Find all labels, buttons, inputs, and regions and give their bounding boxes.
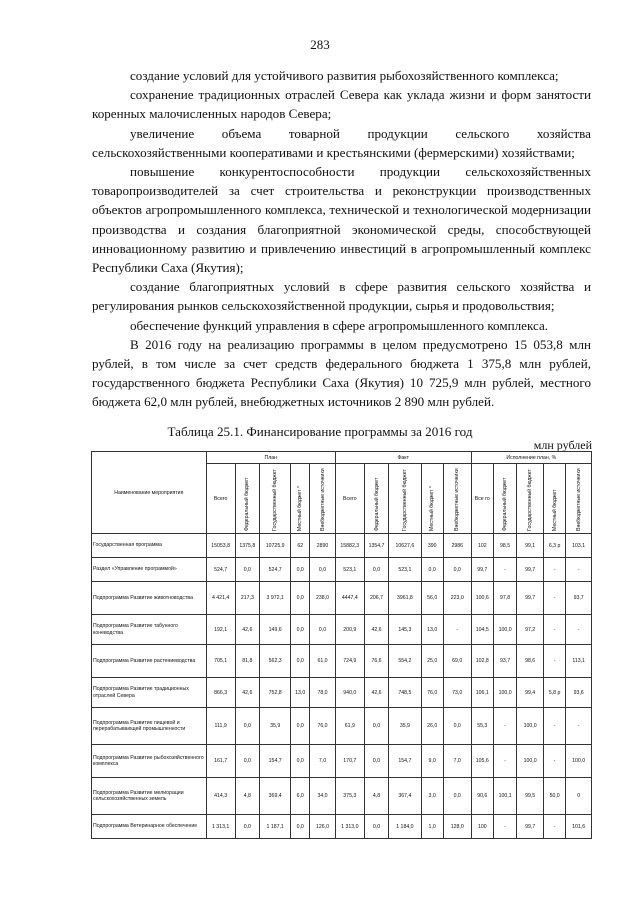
table-group-header-row <box>92 452 592 464</box>
table-cell: 3 972,1 <box>260 582 291 615</box>
table-cell: 0,0 <box>291 582 310 615</box>
table-row <box>92 708 592 745</box>
table-row <box>92 582 592 615</box>
table-cell: - <box>493 745 516 778</box>
table-cell: 149,6 <box>260 615 291 645</box>
table-cell: 0,0 <box>421 558 443 582</box>
paragraph: повышение конкурентоспособности продукции сельскохозяйственных товаропроизводителей за счет строительства и реконструкции производственных объектов агропромышленного комплекса, технической и технологической модернизации производства и создания благоприятной экономической среды, способствующей инновационному развитию и привлечению инвестиций в агропромышленный комплекс Республики Саха (Якутия); <box>92 164 591 276</box>
table-row <box>92 615 592 645</box>
table-cell: 102 <box>471 534 493 558</box>
table-cell: 0,0 <box>364 815 388 839</box>
table-cell: 6,3 р <box>544 534 566 558</box>
table-cell: - <box>566 708 592 745</box>
fact-state-label: Государственный бюджет <box>401 468 408 531</box>
table-cell: 99,7 <box>517 582 544 615</box>
table-cell: 940,0 <box>335 678 364 708</box>
exec-state-label: Государственный бюджет <box>527 468 534 531</box>
table-cell: 7,0 <box>310 745 336 778</box>
paragraph: создание благоприятных условий в сфере развития сельского хозяйства и регулирования рынков сельскохозяйственной продукции, сырья и продовольствия; <box>92 279 591 314</box>
table-cell: 76,6 <box>364 645 388 678</box>
col-name-header: Наименование мероприятия <box>92 452 207 534</box>
paragraph: обеспечение функций управления в сфере агропромышленного комплекса. <box>130 317 549 333</box>
table-cell: 0,0 <box>364 745 388 778</box>
table-cell: 7,0 <box>443 745 471 778</box>
table-cell: 0,0 <box>364 558 388 582</box>
table-cell: 1 184,0 <box>389 815 421 839</box>
page-number: 283 <box>310 37 330 52</box>
table-cell: 724,9 <box>335 645 364 678</box>
table-cell: 69,0 <box>443 645 471 678</box>
table-cell: 145,3 <box>389 615 421 645</box>
table-cell: 4 421,4 <box>206 582 235 615</box>
table-cell: 113,1 <box>566 645 592 678</box>
table-cell: 0,0 <box>310 558 336 582</box>
table-cell: - <box>443 615 471 645</box>
fact-header: Факт <box>335 452 471 464</box>
table-cell: 100 <box>471 815 493 839</box>
table-cell: 42,6 <box>364 678 388 708</box>
table-cell: 1,0 <box>421 815 443 839</box>
table-cell: 562,3 <box>260 645 291 678</box>
table-cell: 61,9 <box>335 708 364 745</box>
table-cell: 6,0 <box>291 778 310 815</box>
plan-federal-header <box>235 464 259 534</box>
table-cell: 104,5 <box>471 615 493 645</box>
table-row <box>92 745 592 778</box>
fact-local-label: Местный бюджет * <box>429 485 436 531</box>
table-cell: 101,6 <box>566 815 592 839</box>
table-cell: 554,2 <box>389 645 421 678</box>
table-cell: 34,0 <box>310 778 336 815</box>
table-cell: 93,7 <box>566 582 592 615</box>
table-cell: 1354,7 <box>364 534 388 558</box>
table-units: млн рублей <box>533 438 592 452</box>
table-cell: 3,0 <box>421 778 443 815</box>
table-cell: 0,0 <box>235 558 259 582</box>
table-cell: 0,0 <box>235 745 259 778</box>
table-cell: 238,0 <box>310 582 336 615</box>
exec-extra-header <box>566 464 592 534</box>
table-cell: 170,7 <box>335 745 364 778</box>
plan-extra-label: Внебюджетные источники <box>319 467 326 531</box>
table-cell: 90,6 <box>471 778 493 815</box>
table-cell: 161,7 <box>206 745 235 778</box>
table-cell: - <box>566 558 592 582</box>
execution-header: Исполнение план, % <box>471 452 591 464</box>
table-cell: 154,7 <box>260 745 291 778</box>
table-cell: - <box>544 745 566 778</box>
row-name: Подпрограмма Развитие традиционных отраслей Севера <box>92 678 207 708</box>
table-cell: 375,3 <box>335 778 364 815</box>
table-row <box>92 815 592 839</box>
table-cell: 126,0 <box>310 815 336 839</box>
row-name: Подпрограмма Развитие табунного коневодства <box>92 615 207 645</box>
table-cell: 2986 <box>443 534 471 558</box>
table-cell: 100,1 <box>493 778 516 815</box>
table-cell: 93,7 <box>493 645 516 678</box>
table-cell: 4447,4 <box>335 582 364 615</box>
table-cell: 752,8 <box>260 678 291 708</box>
exec-federal-header <box>493 464 516 534</box>
table-cell: 98,5 <box>493 534 516 558</box>
table-cell: 100,0 <box>517 745 544 778</box>
table-cell: 0,0 <box>291 645 310 678</box>
table-cell: 5,8 р <box>544 678 566 708</box>
table-cell: 1375,8 <box>235 534 259 558</box>
paragraph: увеличение объема товарной продукции сельского хозяйства сельскохозяйственными кооперативами и крестьянскими (фермерскими) хозяйствами; <box>92 125 591 160</box>
plan-state-header <box>260 464 291 534</box>
table-cell: - <box>544 708 566 745</box>
table-cell: 42,6 <box>235 678 259 708</box>
table-cell: 93,6 <box>566 678 592 708</box>
plan-local-label: Местный бюджет * <box>297 485 304 531</box>
fact-federal-label: Федеральный бюджет <box>373 477 380 531</box>
table-cell: 523,1 <box>335 558 364 582</box>
table-cell: 414,3 <box>206 778 235 815</box>
table-cell: 111,9 <box>206 708 235 745</box>
table-cell: 0 <box>566 778 592 815</box>
table-cell: 15882,3 <box>335 534 364 558</box>
table-cell: 0,0 <box>235 708 259 745</box>
financing-table <box>91 451 592 839</box>
exec-extra-label: Внебюджетные источники <box>575 467 582 531</box>
table-cell: 100,0 <box>566 745 592 778</box>
table-cell: 866,3 <box>206 678 235 708</box>
fact-extra-label: Внебюджетные источники <box>454 467 461 531</box>
table-cell: 367,4 <box>389 778 421 815</box>
table-row <box>92 534 592 558</box>
row-name: Государственная программа <box>92 534 207 558</box>
table-cell: 78,0 <box>310 678 336 708</box>
table-cell: 1 187,1 <box>260 815 291 839</box>
table-cell: 61,0 <box>310 645 336 678</box>
table-cell: 55,3 <box>471 708 493 745</box>
exec-federal-label: Федеральный бюджет <box>502 477 509 531</box>
table-cell: 42,6 <box>364 615 388 645</box>
table-cell: 42,6 <box>235 615 259 645</box>
fact-federal-header <box>364 464 388 534</box>
table-cell: 0,0 <box>291 745 310 778</box>
exec-total-header: Все го <box>471 464 493 534</box>
table-cell: 13,0 <box>291 678 310 708</box>
table-cell: 10725,9 <box>260 534 291 558</box>
table-cell: 106,1 <box>471 678 493 708</box>
plan-state-label: Государственный бюджет <box>272 468 279 531</box>
table-cell: 103,1 <box>566 534 592 558</box>
table-cell: 200,9 <box>335 615 364 645</box>
plan-extra-header <box>310 464 336 534</box>
table-cell: 705,1 <box>206 645 235 678</box>
table-cell: 50,0 <box>544 778 566 815</box>
table-cell: - <box>544 815 566 839</box>
row-name: Подпрограмма Развитие животноводства <box>92 582 207 615</box>
table-cell: 98,6 <box>517 645 544 678</box>
fact-total-header: Всего <box>335 464 364 534</box>
table-row <box>92 778 592 815</box>
table-cell: 0,0 <box>364 708 388 745</box>
table-cell: 1 313,0 <box>335 815 364 839</box>
table-cell: 56,0 <box>421 582 443 615</box>
row-name: Подпрограмма Развитие растениеводства <box>92 645 207 678</box>
table-cell: 81,8 <box>235 645 259 678</box>
table-cell: 35,9 <box>389 708 421 745</box>
table-cell: 99,4 <box>517 678 544 708</box>
table-cell: 192,1 <box>206 615 235 645</box>
table-cell: 748,5 <box>389 678 421 708</box>
table-cell: - <box>544 615 566 645</box>
table-cell: 223,0 <box>443 582 471 615</box>
table-cell: 15053,8 <box>206 534 235 558</box>
table-caption: Таблица 25.1. Финансирование программы за 2016 год <box>167 424 473 439</box>
table-cell: 76,0 <box>421 678 443 708</box>
table-cell: 0,0 <box>310 615 336 645</box>
table-cell: 4,8 <box>364 778 388 815</box>
table-row <box>92 678 592 708</box>
table-cell: 97,8 <box>493 582 516 615</box>
paragraph: В 2016 году на реализацию программы в целом предусмотрено 15 053,8 млн рублей, в том числе за счет средств федерального бюджета 1 375,8 млн рублей, государственного бюджета Республики Саха (Якутия) 10 725,9 млн рублей, местного бюджета 62,0 млн рублей, внебюджетных источников 2 890 млн рублей. <box>92 336 591 410</box>
table-cell: 99,7 <box>517 815 544 839</box>
table-cell: 100,0 <box>493 678 516 708</box>
paragraph: сохранение традиционных отраслей Севера как уклада жизни и форм занятости коренных малочисленных народов Севера; <box>92 87 591 122</box>
table-cell: 390 <box>421 534 443 558</box>
table-cell: 26,0 <box>421 708 443 745</box>
table-cell: 25,0 <box>421 645 443 678</box>
table-cell: 523,1 <box>389 558 421 582</box>
table-cell: 99,7 <box>517 558 544 582</box>
table-cell: - <box>566 615 592 645</box>
table-cell: 4,8 <box>235 778 259 815</box>
table-cell: 10627,6 <box>389 534 421 558</box>
table-cell: 0,0 <box>443 558 471 582</box>
exec-state-header <box>517 464 544 534</box>
plan-total-header: Всего <box>206 464 235 534</box>
table-cell: 73,0 <box>443 678 471 708</box>
table-cell: 100,6 <box>471 582 493 615</box>
body-text <box>92 66 591 412</box>
table-cell: 369,4 <box>260 778 291 815</box>
table-cell: 0,0 <box>291 558 310 582</box>
table-cell: 100,0 <box>493 615 516 645</box>
table-cell: 0,0 <box>443 778 471 815</box>
table-cell: 0,0 <box>443 708 471 745</box>
table-cell: 3961,8 <box>389 582 421 615</box>
row-name: Подпрограмма Ветеринарное обеспечение <box>92 815 207 839</box>
table-cell: 2890 <box>310 534 336 558</box>
table-cell: 524,7 <box>206 558 235 582</box>
table-cell: 154,7 <box>389 745 421 778</box>
table-row <box>92 558 592 582</box>
table-cell: 0,0 <box>291 615 310 645</box>
table-cell: 99,7 <box>471 558 493 582</box>
table-cell: 128,0 <box>443 815 471 839</box>
table-cell: 0,0 <box>235 815 259 839</box>
table-cell: 105,6 <box>471 745 493 778</box>
table-cell: 9,0 <box>421 745 443 778</box>
table-cell: - <box>544 645 566 678</box>
table-cell: 99,5 <box>517 778 544 815</box>
fact-local-header <box>421 464 443 534</box>
table-cell: 35,9 <box>260 708 291 745</box>
plan-federal-label: Федеральный бюджет <box>244 477 251 531</box>
fact-extra-header <box>443 464 471 534</box>
table-cell: 62 <box>291 534 310 558</box>
table-cell: 13,0 <box>421 615 443 645</box>
plan-local-header <box>291 464 310 534</box>
table-cell: - <box>544 582 566 615</box>
table-cell: - <box>544 558 566 582</box>
row-name: Подпрограмма Развитие пищевой и перерабатывающей промышленности <box>92 708 207 745</box>
exec-local-label: Местный бюджет <box>551 489 558 531</box>
table-cell: 0,0 <box>291 815 310 839</box>
fact-state-header <box>389 464 421 534</box>
row-name: Раздел «Управление программой» <box>92 558 207 582</box>
row-name: Подпрограмма Развитие мелиорации сельскохозяйственных земель <box>92 778 207 815</box>
exec-local-header <box>544 464 566 534</box>
table-cell: 206,7 <box>364 582 388 615</box>
table-cell: 102,8 <box>471 645 493 678</box>
table-cell: - <box>493 558 516 582</box>
table-cell: 0,0 <box>291 708 310 745</box>
plan-header: План <box>206 452 335 464</box>
table-cell: - <box>493 815 516 839</box>
row-name: Подпрограмма Развитие рыбохозяйственного комплекса <box>92 745 207 778</box>
table-cell: 100,0 <box>517 708 544 745</box>
table-row <box>92 645 592 678</box>
table-cell: 1 313,1 <box>206 815 235 839</box>
table-cell: 99,1 <box>517 534 544 558</box>
table-cell: 97,2 <box>517 615 544 645</box>
table-cell: 76,0 <box>310 708 336 745</box>
table-cell: - <box>493 708 516 745</box>
paragraph: создание условий для устойчивого развития рыбохозяйственного комплекса; <box>130 68 559 83</box>
table-cell: 217,3 <box>235 582 259 615</box>
table-cell: 524,7 <box>260 558 291 582</box>
